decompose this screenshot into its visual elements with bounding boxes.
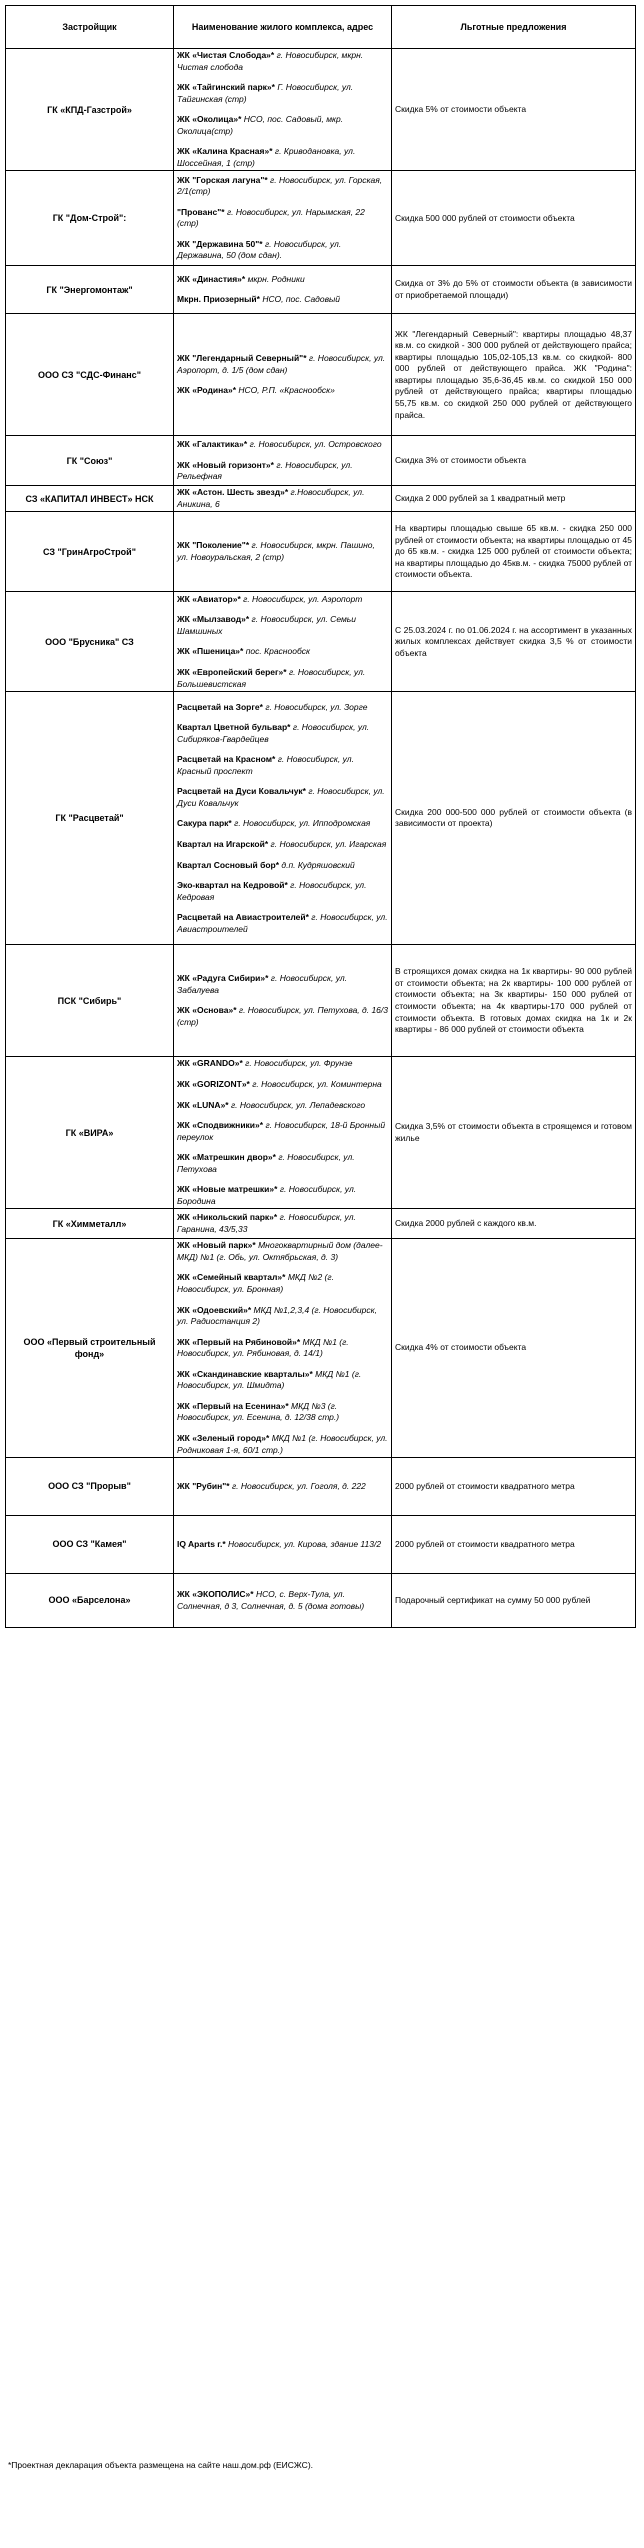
complex-item	[177, 646, 388, 658]
developer-cell: ГК «ВИРА»	[6, 1057, 174, 1209]
complex-name: Сакура парк*	[177, 818, 232, 829]
complex-name: ЖК «Радуга Сибири»*	[177, 973, 269, 984]
complex-item	[177, 540, 388, 563]
complex-address: г. Новосибирск, ул. Аэропорт	[243, 593, 363, 604]
developer-cell: ООО "Брусника" СЗ	[6, 592, 174, 692]
developer-cell: ООО СЗ "Прорыв"	[6, 1458, 174, 1516]
offer-cell: Скидка 500 000 рублей от стоимости объекта	[392, 171, 636, 266]
table-row	[6, 1516, 636, 1574]
header-developer: Застройщик	[6, 6, 174, 49]
offer-cell: 2000 рублей от стоимости квадратного метра	[392, 1516, 636, 1574]
complex-cell	[174, 592, 392, 692]
developer-cell: ООО «Барселона»	[6, 1574, 174, 1628]
complex-cell	[174, 1516, 392, 1574]
complex-name: Расцветай на Авиастроителей*	[177, 912, 309, 923]
complex-item	[177, 274, 388, 286]
table-row	[6, 1458, 636, 1516]
complex-name: ЖК "Державина 50"*	[177, 238, 263, 249]
table-row	[6, 436, 636, 486]
complex-address: МКД №3 (г. Новосибирск, ул. Есенина, д. 12/38 стр.)	[177, 1400, 340, 1423]
complex-address: г. Новосибирск, мкрн. Чистая слобода	[177, 50, 364, 72]
complex-item	[177, 880, 388, 903]
developers-table	[5, 5, 636, 1628]
offer-cell: Скидка от 3% до 5% от стоимости объекта (в зависимости от приобретаемой площади)	[392, 266, 636, 314]
complex-item	[177, 1433, 388, 1456]
complex-item	[177, 460, 388, 483]
offer-cell: Скидка 4% от стоимости объекта	[392, 1239, 636, 1458]
complex-name: ЖК «Матрешкин двор»*	[177, 1152, 276, 1163]
complex-item	[177, 353, 388, 376]
developer-cell: ГК "Энергомонтаж"	[6, 266, 174, 314]
complex-name: ЖК «Околица»*	[177, 114, 242, 125]
developer-cell: СЗ «КАПИТАЛ ИНВЕСТ» НСК	[6, 486, 174, 512]
complex-name: Мкрн. Приозерный*	[177, 294, 260, 305]
complex-address: НСО, Р.П. «Краснообск»	[238, 385, 335, 396]
complex-name: ЖК «Семейный квартал»*	[177, 1272, 286, 1283]
complex-name: ЖК «Европейский берег»*	[177, 667, 287, 678]
complex-item	[177, 614, 388, 637]
complex-item	[177, 1240, 388, 1263]
offer-cell: Скидка 2000 рублей с каждого кв.м.	[392, 1209, 636, 1239]
developer-cell: ООО СЗ "СДС-Финанс"	[6, 314, 174, 436]
complex-name: ЖК «Зеленый город»*	[177, 1432, 270, 1443]
complex-item	[177, 973, 388, 996]
complex-item	[177, 818, 388, 830]
complex-address: г. Новосибирск, ул. Зорге	[265, 701, 368, 712]
complex-name: ЖК «Астон. Шесть звезд»*	[177, 487, 289, 498]
complex-address: г. Новосибирск, ул. Петухова	[177, 1152, 355, 1174]
complex-address: г. Новосибирск, ул. Авиастроителей	[177, 912, 388, 934]
complex-item	[177, 239, 388, 262]
complex-address: г. Новосибирск, ул. Красный проспект	[177, 754, 354, 776]
complex-address: МКД №1 (г. Новосибирск, ул. Рябиновая, д. 14/1)	[177, 1336, 349, 1359]
complex-address: МКД №1 (г. Новосибирск, ул. Шмидта)	[177, 1368, 362, 1391]
complex-cell	[174, 1574, 392, 1628]
complex-item	[177, 114, 388, 137]
footnote: *Проектная декларация объекта размещена на сайте наш.дом.рф (ЕИСЖС).	[8, 2460, 314, 2470]
complex-item	[177, 1272, 388, 1295]
complex-address: г. Новосибирск, ул. Бородина	[177, 1184, 357, 1206]
complex-address: г. Новосибирск, ул. Фрунзе	[245, 1058, 353, 1069]
offer-cell: Скидка 2 000 рублей за 1 квадратный метр	[392, 486, 636, 512]
complex-address: Многоквартирный дом (далее- МКД) №1 (г. Обь, ул. Октябрьская, д. 3)	[177, 1240, 383, 1262]
complex-cell	[174, 49, 392, 171]
complex-address: МКД №1 (г. Новосибирск, ул. Родниковая 1-я, 60/1 стр.)	[177, 1432, 388, 1455]
complex-address: г. Новосибирск, ул. Коминтерна	[252, 1079, 382, 1090]
developer-cell: ГК «КПД-Газстрой»	[6, 49, 174, 171]
complex-cell	[174, 1209, 392, 1239]
complex-item	[177, 1079, 388, 1091]
complex-name: Расцветай на Зорге*	[177, 701, 263, 712]
complex-item	[177, 1305, 388, 1328]
table-header-row	[6, 6, 636, 49]
header-complex: Наименование жилого комплекса, адрес	[174, 6, 392, 49]
complex-item	[177, 146, 388, 169]
complex-address: г. Новосибирск, ул. Державина, 50 (дом сдан).	[177, 238, 342, 261]
complex-address: НСО, пос. Садовый	[262, 294, 341, 305]
complex-name: ЖК "Горская лагуна"*	[177, 174, 268, 185]
complex-name: ЖК «Авиатор»*	[177, 593, 241, 604]
developer-cell: СЗ "ГринАгроСтрой"	[6, 512, 174, 592]
complex-item	[177, 1337, 388, 1360]
complex-item	[177, 1152, 388, 1175]
table-body	[6, 49, 636, 1628]
complex-address: г. Новосибирск, ул. Рельефная	[177, 459, 353, 482]
complex-address: г. Новосибирск, ул. Горская, 2/1(стр)	[177, 174, 383, 197]
offer-cell: Скидка 200 000-500 000 рублей от стоимости объекта (в зависимости от проекта)	[392, 692, 636, 945]
complex-address: г. Новосибирск, ул. Ипподромская	[234, 818, 371, 829]
table-row	[6, 171, 636, 266]
complex-address: г. Новосибирск, ул. Гаранина, 43/5,33	[177, 1212, 356, 1234]
offer-cell: В строящихся домах скидка на 1к квартиры- 90 000 рублей от стоимости объекта; на 2к квартиры- 100 000 рублей от стоимости объекта; на 3к квартиры- 150 000 рублей от стоимости объекта; на 4к квартиры-170 000 рублей от стоимости объекта. В готовых домах скидка на 1к и 2к квартиры - 86 000 рублей от стоимости объекта	[392, 945, 636, 1057]
complex-address: г. Новосибирск, 18-й Бронный переулок	[177, 1120, 386, 1142]
complex-address: г. Новосибирск, ул. Большевистская	[177, 667, 366, 689]
table-row	[6, 512, 636, 592]
complex-name: ЖК «Галактика»*	[177, 439, 248, 450]
complex-address: МКД №1,2,3,4 (г. Новосибирск, ул. Радиостанция 2)	[177, 1304, 377, 1327]
table-row	[6, 266, 636, 314]
complex-address: г. Новосибирск, ул. Кедровая	[177, 880, 367, 902]
complex-name: ЖК «LUNA»*	[177, 1099, 229, 1110]
complex-name: ЖК «Династия»*	[177, 273, 246, 284]
complex-address: Г. Новосибирск, ул. Тайгинская (стр)	[177, 82, 354, 104]
complex-name: ЖК «Первый на Рябиновой»*	[177, 1336, 301, 1347]
complex-address: пос. Краснообск	[245, 646, 310, 657]
complex-name: ЖК "Рубин"*	[177, 1480, 230, 1491]
table-row	[6, 314, 636, 436]
table-row	[6, 692, 636, 945]
complex-address: г. Новосибирск, ул. Игарская	[270, 839, 387, 850]
complex-name: ЖК «Родина»*	[177, 385, 237, 396]
complex-cell	[174, 692, 392, 945]
complex-address: г.Новосибирск, ул. Аникина, 6	[177, 487, 365, 509]
complex-item	[177, 1005, 388, 1028]
complex-cell	[174, 1458, 392, 1516]
table-row	[6, 1574, 636, 1628]
complex-item	[177, 594, 388, 606]
complex-item	[177, 1369, 388, 1392]
complex-name: "Прованс"*	[177, 206, 225, 217]
complex-address: г. Новосибирск, ул. Гоголя, д. 222	[231, 1480, 366, 1491]
complex-name: ЖК «ЭКОПОЛИС»*	[177, 1589, 254, 1599]
complex-address: г. Новосибирск, ул. Лепадевского	[230, 1099, 366, 1110]
complex-name: ЖК «Новый горизонт»*	[177, 459, 274, 470]
table-row	[6, 49, 636, 171]
complex-item	[177, 175, 388, 198]
complex-cell	[174, 436, 392, 486]
table-row	[6, 1057, 636, 1209]
complex-address: д.п. Кудряшовский	[281, 859, 355, 870]
developer-cell: ГК "Дом-Строй":	[6, 171, 174, 266]
complex-name: ЖК «Пшеница»*	[177, 646, 244, 657]
offer-cell: На квартиры площадью свыше 65 кв.м. - скидка 250 000 рублей от стоимости объекта; на квартиры площадью от 45 до 65 кв.м. - скидка 125 000 рублей от стоимости объекта; на квартиры площадью до 45кв.м. - скидка 75000 рублей от стоимости объекта.	[392, 512, 636, 592]
complex-name: ЖК «Одоевский»*	[177, 1304, 252, 1315]
offer-cell: Подарочный сертификат на сумму 50 000 рублей	[392, 1574, 636, 1628]
complex-item	[177, 1481, 388, 1493]
complex-name: Квартал на Игарской*	[177, 839, 269, 850]
table-row	[6, 592, 636, 692]
developer-cell: ГК "Расцветай"	[6, 692, 174, 945]
complex-cell	[174, 266, 392, 314]
header-offer: Льготные предложения	[392, 6, 636, 49]
complex-address: г. Новосибирск, ул. Островского	[249, 439, 382, 450]
complex-name: Расцветай на Красном*	[177, 754, 276, 765]
complex-address: г. Новосибирск, ул. Петухова, д. 16/3 (стр)	[177, 1005, 388, 1028]
complex-item	[177, 702, 388, 714]
offer-cell: Скидка 3% от стоимости объекта	[392, 436, 636, 486]
complex-name: ЖК «Новые матрешки»*	[177, 1184, 278, 1195]
complex-item	[177, 667, 388, 690]
complex-item	[177, 1120, 388, 1143]
complex-item	[177, 839, 388, 851]
complex-address: мкрн. Родники	[247, 273, 305, 284]
developer-cell: ООО СЗ "Камея"	[6, 1516, 174, 1574]
complex-address: НСО, с. Верх-Тула, ул. Солнечная, д 3, Солнечная, д. 5 (дома готовы)	[177, 1589, 365, 1611]
complex-item	[177, 1100, 388, 1112]
complex-address: МКД №2 (г. Новосибирск, ул. Бронная)	[177, 1272, 334, 1295]
complex-item	[177, 912, 388, 935]
developer-cell: ООО «Первый строительный фонд»	[6, 1239, 174, 1458]
complex-item	[177, 82, 388, 105]
complex-address: г. Новосибирск, ул. Дуси Ковальчук	[177, 786, 385, 808]
developer-cell: ГК "Союз"	[6, 436, 174, 486]
table-row	[6, 1209, 636, 1239]
table-row	[6, 945, 636, 1057]
complex-cell	[174, 314, 392, 436]
complex-name: ЖК «Мылзавод»*	[177, 614, 250, 625]
complex-name: ЖК «Чистая Слобода»*	[177, 50, 275, 60]
complex-name: ЖК «GORIZONT»*	[177, 1079, 250, 1090]
complex-item	[177, 754, 388, 777]
offer-cell: 2000 рублей от стоимости квадратного метра	[392, 1458, 636, 1516]
complex-cell	[174, 171, 392, 266]
table-row	[6, 1239, 636, 1458]
complex-name: ЖК «Новый парк»*	[177, 1240, 256, 1251]
complex-address: г. Новосибирск, ул. Забалуева	[177, 973, 348, 995]
complex-item	[177, 1401, 388, 1424]
complex-item	[177, 50, 388, 73]
complex-address: НСО, пос. Садовый, мкр. Околица(стр)	[177, 114, 344, 136]
complex-name: ЖК «Калина Красная»*	[177, 146, 273, 157]
table-row	[6, 486, 636, 512]
complex-item	[177, 1212, 388, 1235]
offer-cell: С 25.03.2024 г. по 01.06.2024 г. на ассортимент в указанных жилых комплексах действует скидка 3,5 % от стоимости объекта	[392, 592, 636, 692]
complex-item	[177, 1589, 388, 1612]
complex-item	[177, 786, 388, 809]
complex-item	[177, 722, 388, 745]
offer-cell: ЖК "Легендарный Северный": квартиры площадью 48,37 кв.м. со скидкой - 300 000 рублей от действующего прайса; квартиры площадью 105,02-105,13 кв.м. со скидкой- 800 000 рублей от действующего прайса. ЖК "Родина": квартиры площадью 35,6-36,45 кв.м. со скидкой 150 000 рублей от действующего прайса; квартиры площадью 55,75 кв.м. со скидкой 250 000 рублей от действующего прайса.	[392, 314, 636, 436]
complex-name: Расцветай на Дуси Ковальчук*	[177, 786, 306, 797]
complex-item	[177, 207, 388, 230]
complex-name: ЖК «Сподвижники»*	[177, 1120, 264, 1131]
complex-address: г. Новосибирск, мкрн. Пашино, ул. Новоуральская, 2 (стр)	[177, 540, 375, 562]
complex-item	[177, 385, 388, 397]
complex-address: г. Новосибирск, ул. Аэропорт, д. 1/5 (дом сдан)	[177, 353, 386, 375]
developer-cell: ГК «Химметалл»	[6, 1209, 174, 1239]
complex-cell	[174, 945, 392, 1057]
complex-address: г. Новосибирск, ул. Семьи Шамшиных	[177, 614, 356, 636]
complex-item	[177, 487, 388, 510]
complex-name: ЖК "Легендарный Северный"*	[177, 353, 307, 364]
offer-cell: Скидка 5% от стоимости объекта	[392, 49, 636, 171]
complex-item	[177, 1539, 388, 1551]
complex-name: ЖК «Тайгинский парк»*	[177, 82, 275, 93]
complex-name: ЖК «GRANDO»*	[177, 1058, 243, 1069]
complex-name: IQ Aparts г.*	[177, 1538, 226, 1549]
complex-item	[177, 1058, 388, 1070]
complex-name: ЖК «Основа»*	[177, 1005, 237, 1016]
developer-cell: ПСК "Сибирь"	[6, 945, 174, 1057]
complex-name: ЖК «Никольский парк»*	[177, 1212, 278, 1223]
complex-cell	[174, 512, 392, 592]
complex-name: ЖК «Скандинавские кварталы»*	[177, 1368, 313, 1379]
complex-address: г. Криводановка, ул. Шоссейная, 1 (стр)	[177, 146, 356, 168]
offer-cell: Скидка 3,5% от стоимости объекта в строящемся и готовом жилье	[392, 1057, 636, 1209]
complex-name: ЖК «Первый на Есенина»*	[177, 1400, 289, 1411]
complex-item	[177, 439, 388, 451]
complex-name: Квартал Цветной бульвар*	[177, 722, 291, 733]
complex-cell	[174, 486, 392, 512]
complex-item	[177, 294, 388, 306]
complex-cell	[174, 1239, 392, 1458]
complex-item	[177, 1184, 388, 1207]
complex-address: г. Новосибирск, ул. Нарымская, 22 (стр)	[177, 206, 365, 229]
complex-address: г. Новосибирск, ул. Сибиряков-Гвардейцев	[177, 722, 370, 744]
complex-address: Новосибирск, ул. Кирова, здание 113/2	[228, 1538, 382, 1549]
complex-cell	[174, 1057, 392, 1209]
complex-item	[177, 860, 388, 872]
complex-name: Эко-квартал на Кедровой*	[177, 880, 288, 891]
complex-name: ЖК "Поколение"*	[177, 540, 250, 551]
complex-name: Квартал Сосновый бор*	[177, 859, 280, 870]
